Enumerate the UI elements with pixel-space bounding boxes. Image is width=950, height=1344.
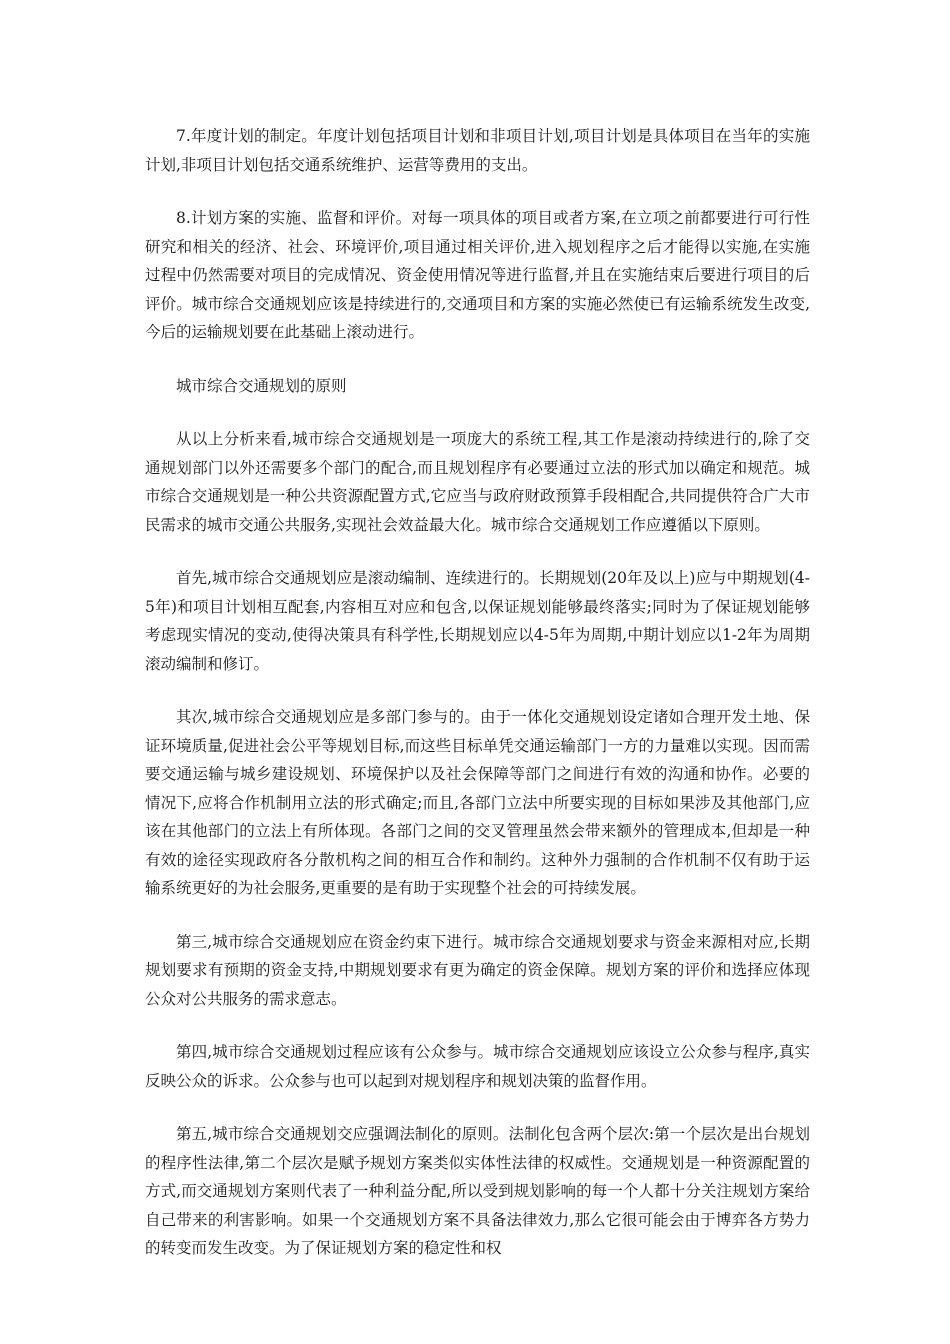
document-body	[145, 122, 810, 1263]
paragraph-spacer	[145, 539, 810, 564]
paragraph-spacer	[145, 1095, 810, 1120]
paragraph-spacer	[145, 347, 810, 372]
paragraph-spacer	[145, 678, 810, 703]
paragraph-spacer	[145, 903, 810, 928]
paragraph-implementation: 8.计划方案的实施、监督和评价。对每一项具体的项目或者方案,在立项之前都要进行可行性研究和相关的经济、社会、环境评价,项目通过相关评价,进入规划程序之后才能得以实施,在实施过程中仍然需要对项目的完成情况、资金使用情况等进行监督,并且在实施结束后要进行项目的后评价。城市综合交通规划应该是持续进行的,交通项目和方案的实施必然使已有运输系统发生改变,今后的运输规划要在此基础上滚动进行。	[145, 209, 810, 341]
paragraph-principle-first: 首先,城市综合交通规划应是滚动编制、连续进行的。长期规划(20年及以上)应与中期规划(4-5年)和项目计划相互配套,内容相互对应和包含,以保证规划能够最终落实;同时为了保证规划能够考虑现实情况的变动,使得决策具有科学性,长期规划应以4-5年为周期,中期计划应以1-2年为周期滚动编制和修订。	[145, 569, 810, 673]
section-heading-principles: 城市综合交通规划的原则	[176, 376, 347, 395]
paragraph-spacer	[145, 179, 810, 204]
paragraph-spacer	[145, 400, 810, 425]
paragraph-overview: 从以上分析来看,城市综合交通规划是一项庞大的系统工程,其工作是滚动持续进行的,除了交通规划部门以外还需要多个部门的配合,而且规划程序有必要通过立法的形式加以确定和规范。城市综合交通规划是一种公共资源配置方式,它应当与政府财政预算手段相配合,共同提供符合广大市民需求的城市交通公共服务,实现社会效益最大化。城市综合交通规划工作应遵循以下原则。	[145, 430, 810, 534]
paragraph-principle-fifth: 第五,城市综合交通规划交应强调法制化的原则。法制化包含两个层次:第一个层次是出台规划的程序性法律,第二个层次是赋予规划方案类似实体性法律的权威性。交通规划是一种资源配置的方式,而交通规划方案则代表了一种利益分配,所以受到规划影响的每一个人都十分关注规划方案给自己带来的利害影响。如果一个交通规划方案不具备法律效力,那么它很可能会由于博弈各方势力的转变而发生改变。为了保证规划方案的稳定性和权	[145, 1125, 810, 1257]
paragraph-principle-third: 第三,城市综合交通规划应在资金约束下进行。城市综合交通规划要求与资金来源相对应,长期规划要求有预期的资金支持,中期规划要求有更为确定的资金保障。规划方案的评价和选择应体现公众对公共服务的需求意志。	[145, 932, 810, 1008]
paragraph-annual-plan: 7.年度计划的制定。年度计划包括项目计划和非项目计划,项目计划是具体项目在当年的实施计划,非项目计划包括交通系统维护、运营等费用的支出。	[145, 127, 810, 174]
paragraph-principle-second: 其次,城市综合交通规划应是多部门参与的。由于一体化交通规划设定诸如合理开发土地、保证环境质量,促进社会公平等规划目标,而这些目标单凭交通运输部门一方的力量难以实现。因而需要交通运输与城乡建设规划、环境保护以及社会保障等部门之间进行有效的沟通和协作。必要的情况下,应将合作机制用立法的形式确定;而且,各部门立法中所要实现的目标如果涉及其他部门,应该在其他部门的立法上有所体现。各部门之间的交叉管理虽然会带来额外的管理成本,但却是一种有效的途径实现政府各分散机构之间的相互合作和制约。这种外力强制的合作机制不仅有助于运输系统更好的为社会服务,更重要的是有助于实现整个社会的可持续发展。	[145, 708, 810, 897]
paragraph-spacer	[145, 1013, 810, 1038]
paragraph-principle-fourth: 第四,城市综合交通规划过程应该有公众参与。城市综合交通规划应该设立公众参与程序,真实反映公众的诉求。公众参与也可以起到对规划程序和规划决策的监督作用。	[145, 1043, 810, 1090]
